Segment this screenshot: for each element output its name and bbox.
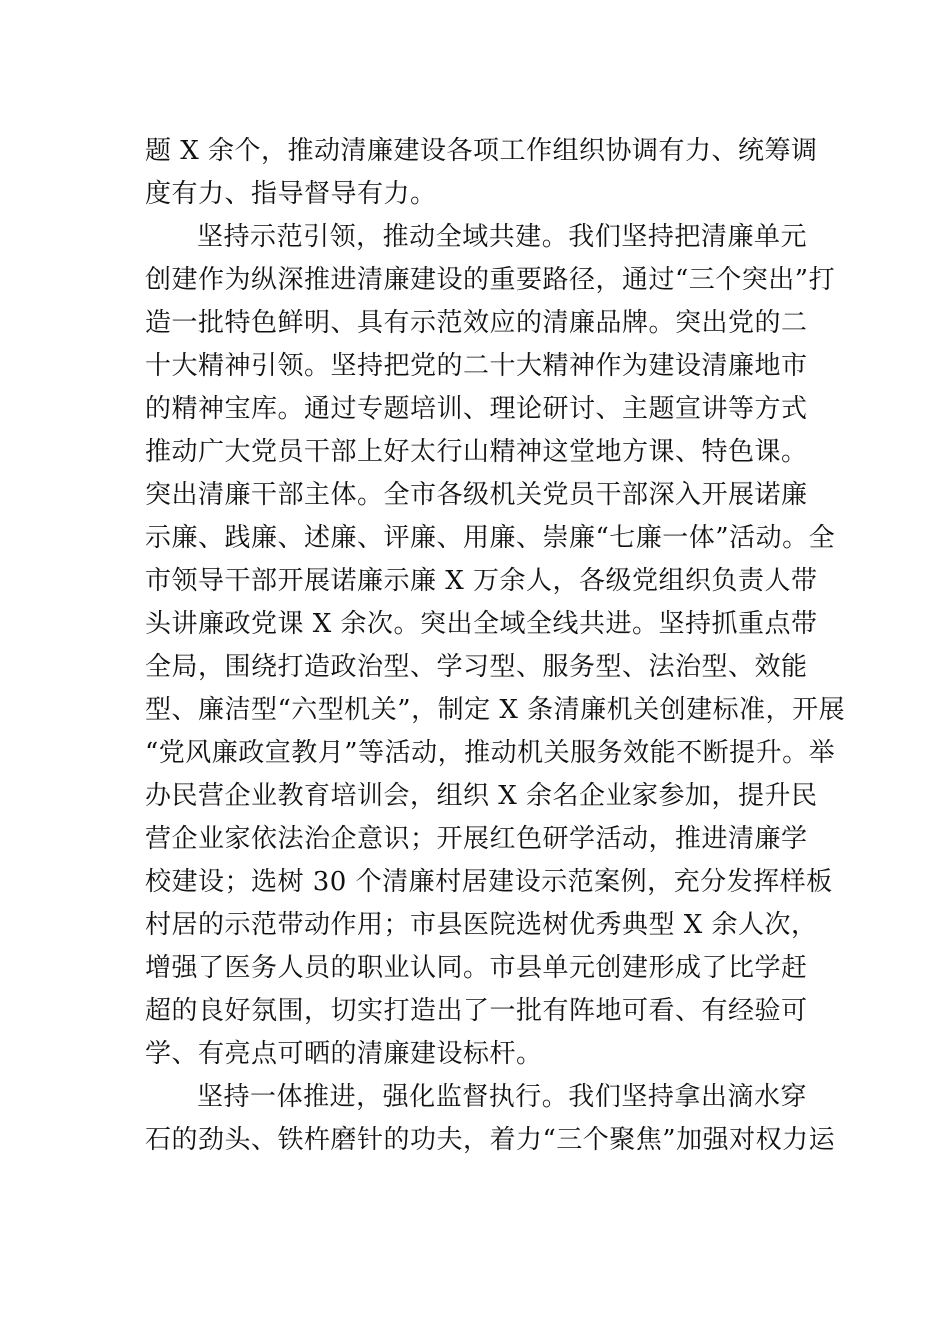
text-line: 增强了医务人员的职业认同。市县单元创建形成了比学赶	[145, 953, 808, 983]
text-line: 头讲廉政党课 X 余次。突出全域全线共进。坚持抓重点带	[145, 609, 818, 639]
text-line: 的精神宝库。通过专题培训、理论研讨、主题宣讲等方式	[145, 394, 808, 424]
text-line: 学、有亮点可晒的清廉建设标杆。	[145, 1039, 543, 1069]
text-line: 坚持示范引领，推动全域共建。我们坚持把清廉单元	[197, 222, 807, 252]
paragraph	[145, 1076, 836, 1162]
text-line: 办民营企业教育培训会，组织 X 余名企业家参加，提升民	[145, 781, 818, 811]
paragraph	[145, 216, 846, 1076]
text-line: 全局，围绕打造政治型、学习型、服务型、法治型、效能	[145, 652, 808, 682]
paragraph	[145, 130, 818, 216]
document-body	[145, 130, 846, 1162]
text-line: 坚持一体推进，强化监督执行。我们坚持拿出滴水穿	[197, 1082, 807, 1112]
text-line: 题 X 余个，推动清廉建设各项工作组织协调有力、统筹调	[145, 136, 818, 166]
text-line: 石的劲头、铁杵磨针的功夫，着力“三个聚焦”加强对权力运	[145, 1125, 836, 1155]
text-line: 示廉、践廉、述廉、评廉、用廉、崇廉“七廉一体”活动。全	[145, 523, 836, 553]
text-line: 营企业家依法治企意识；开展红色研学活动，推进清廉学	[145, 824, 808, 854]
text-line: 校建设；选树 30 个清廉村居建设示范案例，充分发挥样板	[145, 867, 833, 897]
text-line: 市领导干部开展诺廉示廉 X 万余人，各级党组织负责人带	[145, 566, 818, 596]
text-line: 推动广大党员干部上好太行山精神这堂地方课、特色课。	[145, 437, 808, 467]
text-line: 造一批特色鲜明、具有示范效应的清廉品牌。突出党的二	[145, 308, 808, 338]
text-line: 十大精神引领。坚持把党的二十大精神作为建设清廉地市	[145, 351, 808, 381]
text-line: 创建作为纵深推进清廉建设的重要路径，通过“三个突出”打	[145, 265, 836, 295]
text-line: 型、廉洁型“六型机关”，制定 X 条清廉机关创建标准，开展	[145, 695, 846, 725]
text-line: 村居的示范带动作用；市县医院选树优秀典型 X 余人次，	[145, 910, 818, 940]
text-line: 突出清廉干部主体。全市各级机关党员干部深入开展诺廉	[145, 480, 808, 510]
text-line: 超的良好氛围，切实打造出了一批有阵地可看、有经验可	[145, 996, 808, 1026]
text-line: “党风廉政宣教月”等活动，推动机关服务效能不断提升。举	[145, 738, 836, 768]
text-line: 度有力、指导督导有力。	[145, 179, 437, 209]
